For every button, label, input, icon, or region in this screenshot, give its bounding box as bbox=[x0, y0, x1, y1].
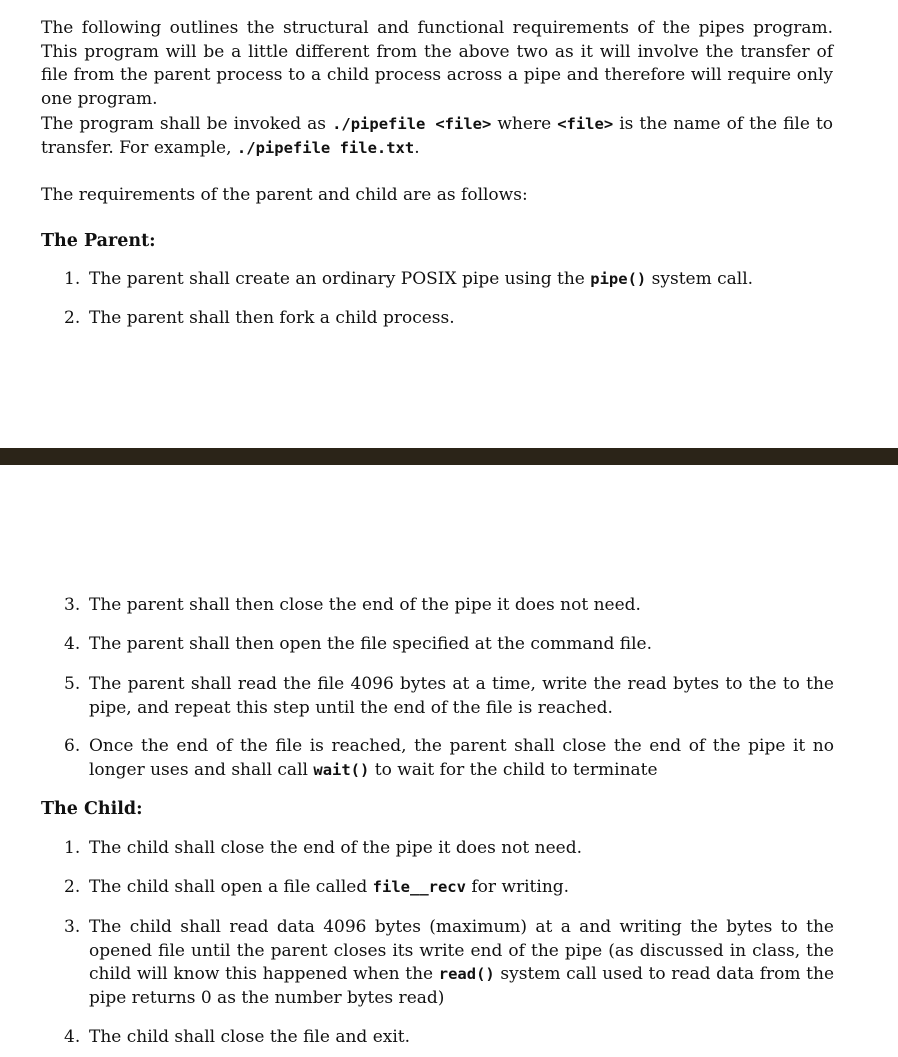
list-text: The child shall close the file and exit. bbox=[89, 1027, 411, 1047]
list-text: system call used to read data from the pipe returns 0 as the number bytes read) bbox=[89, 964, 835, 1008]
list-text: The child shall read data 4096 bytes (maximum) at a and writing the bytes to the opened file until the parent closes its write end of the pipe (as discussed in class, the child will know this happened when the bbox=[89, 917, 834, 984]
list-text: The child shall open a file called bbox=[89, 877, 373, 897]
list-text: The parent shall read the file 4096 bytes at a time, write the read bytes to the to the pipe, and repeat this step until the end of the file is reached. bbox=[89, 674, 834, 718]
list-number: 4. bbox=[64, 634, 81, 654]
list-text: The parent shall then close the end of the pipe it does not need. bbox=[89, 595, 641, 615]
list-text: The child shall close the end of the pipe it does not need. bbox=[89, 838, 582, 858]
example-code: ./pipefile file.txt bbox=[236, 138, 415, 157]
invocation-text: The program shall be invoked as bbox=[41, 114, 333, 134]
list-number: 5. bbox=[64, 674, 81, 694]
invocation-text: is the name of the file to transfer. For example, bbox=[41, 114, 834, 158]
list-text: to wait for the child to terminate bbox=[369, 759, 658, 780]
list-text: Once the end of the file is reached, the parent shall close the end of the pipe it no longer uses and shall call bbox=[89, 736, 834, 780]
file-arg-code: <file> bbox=[557, 115, 614, 133]
list-number: 1. bbox=[64, 838, 81, 858]
child-heading: The Child: bbox=[41, 799, 143, 819]
list-text: The parent shall then open the file specified at the command file. bbox=[89, 634, 652, 654]
list-text: for writing. bbox=[465, 877, 570, 897]
inline-code: wait() bbox=[313, 760, 370, 779]
list-item bbox=[64, 268, 834, 292]
list-text: system call. bbox=[646, 269, 754, 289]
parent-heading: The Parent: bbox=[41, 231, 156, 251]
invocation-text: where bbox=[491, 114, 558, 134]
list-item bbox=[64, 735, 834, 782]
inline-code: read() bbox=[438, 965, 495, 983]
list-item bbox=[64, 307, 834, 331]
list-item bbox=[64, 1026, 834, 1050]
list-item bbox=[64, 673, 834, 720]
list-text: The parent shall then fork a child process. bbox=[89, 308, 455, 328]
invocation-paragraph bbox=[41, 113, 833, 160]
list-item bbox=[64, 594, 834, 618]
list-number: 2. bbox=[64, 877, 81, 897]
invocation-text: . bbox=[414, 137, 420, 158]
list-number: 1. bbox=[64, 269, 81, 289]
list-item bbox=[64, 876, 834, 900]
list-item bbox=[64, 916, 834, 1010]
inline-code: file__recv bbox=[372, 878, 466, 896]
invocation-code: ./pipefile <file> bbox=[332, 115, 492, 133]
list-text: The parent shall create an ordinary POSIX pipe using the bbox=[89, 269, 591, 289]
list-item bbox=[64, 633, 834, 657]
page-separator bbox=[0, 448, 898, 465]
intro-text: The following outlines the structural and functional requirements of the pipes program. This program will be a little different from the above two as it will involve the transfer of file from the parent process to a child process across a pipe and therefore will require only one program. bbox=[41, 18, 833, 109]
list-number: 3. bbox=[64, 917, 81, 937]
requirements-intro-text: The requirements of the parent and child are as follows: bbox=[41, 185, 528, 205]
list-number: 2. bbox=[64, 308, 81, 328]
list-item bbox=[64, 837, 834, 861]
requirements-intro bbox=[41, 184, 833, 208]
list-number: 6. bbox=[64, 736, 81, 756]
intro-paragraph bbox=[41, 17, 833, 111]
list-number: 3. bbox=[64, 595, 81, 615]
list-number: 4. bbox=[64, 1027, 81, 1047]
inline-code: pipe() bbox=[590, 270, 647, 288]
